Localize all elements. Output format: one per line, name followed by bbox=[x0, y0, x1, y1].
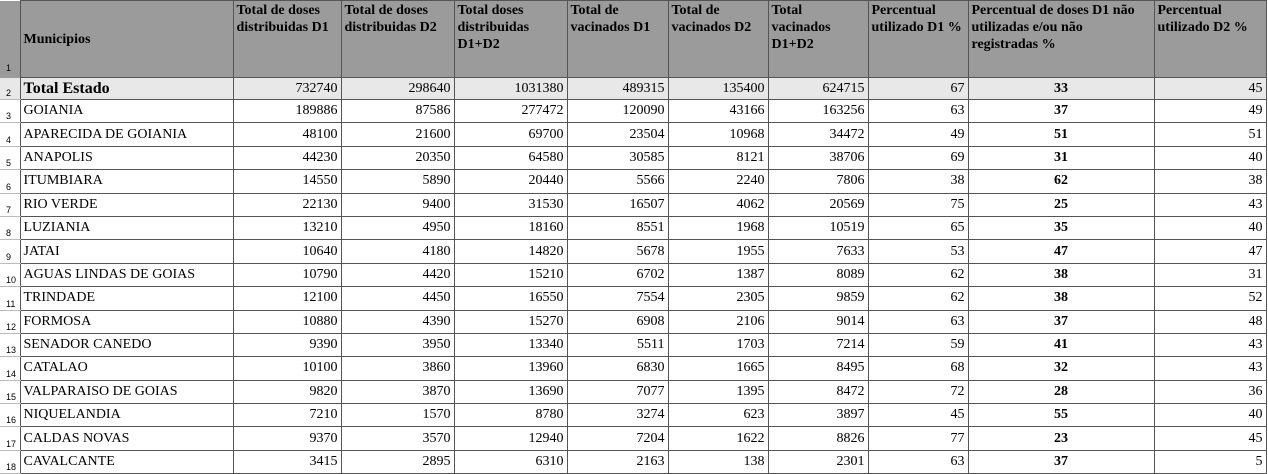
column-header-pct-d2[interactable]: Percentual utilizado D2 % bbox=[1154, 1, 1266, 78]
cell-c4[interactable]: 7204 bbox=[567, 427, 668, 450]
cell-municipio[interactable]: GOIANIA bbox=[20, 100, 233, 123]
row-number[interactable]: 15 bbox=[0, 380, 20, 403]
cell-c4[interactable]: 6830 bbox=[567, 357, 668, 380]
total-row bbox=[0, 78, 1266, 100]
cell-c2[interactable]: 5890 bbox=[341, 170, 454, 193]
cell-c1[interactable]: 22130 bbox=[233, 193, 341, 216]
cell-c3[interactable]: 15210 bbox=[454, 263, 567, 286]
cell-c3[interactable]: 12940 bbox=[454, 427, 567, 450]
cell-c9[interactable]: 43 bbox=[1154, 357, 1266, 380]
cell-c7[interactable]: 53 bbox=[868, 240, 968, 263]
cell-c9[interactable]: 5 bbox=[1154, 450, 1266, 473]
cell-c1[interactable]: 10880 bbox=[233, 310, 341, 333]
cell-municipio[interactable]: NIQUELANDIA bbox=[20, 404, 233, 427]
row-number[interactable]: 1 bbox=[0, 1, 20, 78]
cell-c9[interactable]: 40 bbox=[1154, 146, 1266, 169]
column-header-pct-nao[interactable]: Percentual de doses D1 não utilizadas e/ou não registradas % bbox=[968, 1, 1154, 78]
cell-c1[interactable]: 14550 bbox=[233, 170, 341, 193]
cell-c2[interactable]: 87586 bbox=[341, 100, 454, 123]
table-row bbox=[0, 380, 1266, 403]
table-row bbox=[0, 193, 1266, 216]
cell-c1[interactable]: 3415 bbox=[233, 450, 341, 473]
table-row bbox=[0, 357, 1266, 380]
column-header-vac-d2[interactable]: Total de vacinados D2 bbox=[668, 1, 768, 78]
cell-c2[interactable]: 20350 bbox=[341, 146, 454, 169]
row-number[interactable]: 3 bbox=[0, 100, 20, 123]
cell-c8[interactable]: 37 bbox=[968, 450, 1154, 473]
column-header-vac-d1d2[interactable]: Total vacinados D1+D2 bbox=[768, 1, 868, 78]
cell-c9[interactable]: 47 bbox=[1154, 240, 1266, 263]
cell-c4[interactable]: 489315 bbox=[567, 78, 668, 100]
cell-c1[interactable]: 48100 bbox=[233, 123, 341, 146]
table-row bbox=[0, 100, 1266, 123]
table-row bbox=[0, 404, 1266, 427]
cell-c6[interactable]: 7806 bbox=[768, 170, 868, 193]
cell-c3[interactable]: 13340 bbox=[454, 333, 567, 356]
column-header-dist-d1[interactable]: Total de doses distribuidas D1 bbox=[233, 1, 341, 78]
cell-c2[interactable]: 1570 bbox=[341, 404, 454, 427]
cell-c5[interactable]: 2106 bbox=[668, 310, 768, 333]
cell-c8[interactable]: 47 bbox=[968, 240, 1154, 263]
cell-c7[interactable]: 77 bbox=[868, 427, 968, 450]
cell-c1[interactable]: 9820 bbox=[233, 380, 341, 403]
cell-c4[interactable]: 5678 bbox=[567, 240, 668, 263]
cell-c9[interactable]: 43 bbox=[1154, 193, 1266, 216]
cell-c8[interactable]: 31 bbox=[968, 146, 1154, 169]
cell-c8[interactable]: 35 bbox=[968, 216, 1154, 239]
cell-c5[interactable]: 1703 bbox=[668, 333, 768, 356]
column-header-dist-d2[interactable]: Total de doses distribuidas D2 bbox=[341, 1, 454, 78]
cell-c2[interactable]: 3860 bbox=[341, 357, 454, 380]
cell-c6[interactable]: 8495 bbox=[768, 357, 868, 380]
row-number[interactable]: 18 bbox=[0, 450, 20, 473]
cell-c2[interactable]: 4450 bbox=[341, 287, 454, 310]
cell-c5[interactable]: 1622 bbox=[668, 427, 768, 450]
cell-c3[interactable]: 15270 bbox=[454, 310, 567, 333]
cell-c4[interactable]: 16507 bbox=[567, 193, 668, 216]
cell-c6[interactable]: 8826 bbox=[768, 427, 868, 450]
row-number[interactable]: 17 bbox=[0, 427, 20, 450]
cell-c1[interactable]: 10790 bbox=[233, 263, 341, 286]
cell-c6[interactable]: 8472 bbox=[768, 380, 868, 403]
cell-c6[interactable]: 2301 bbox=[768, 450, 868, 473]
cell-c4[interactable]: 7077 bbox=[567, 380, 668, 403]
cell-c4[interactable]: 23504 bbox=[567, 123, 668, 146]
row-number[interactable]: 13 bbox=[0, 333, 20, 356]
cell-c8[interactable]: 37 bbox=[968, 310, 1154, 333]
cell-c7[interactable]: 62 bbox=[868, 263, 968, 286]
cell-municipio[interactable]: APARECIDA DE GOIANIA bbox=[20, 123, 233, 146]
cell-municipio[interactable]: FORMOSA bbox=[20, 310, 233, 333]
cell-c3[interactable]: 16550 bbox=[454, 287, 567, 310]
cell-c2[interactable]: 4420 bbox=[341, 263, 454, 286]
cell-c8[interactable]: 62 bbox=[968, 170, 1154, 193]
cell-c3[interactable]: 6310 bbox=[454, 450, 567, 473]
cell-c4[interactable]: 6702 bbox=[567, 263, 668, 286]
cell-c3[interactable]: 64580 bbox=[454, 146, 567, 169]
cell-municipio[interactable]: LUZIANIA bbox=[20, 216, 233, 239]
cell-c6[interactable]: 34472 bbox=[768, 123, 868, 146]
cell-c7[interactable]: 38 bbox=[868, 170, 968, 193]
row-number[interactable]: 12 bbox=[0, 310, 20, 333]
cell-c5[interactable]: 138 bbox=[668, 450, 768, 473]
cell-c1[interactable]: 10640 bbox=[233, 240, 341, 263]
cell-c7[interactable]: 68 bbox=[868, 357, 968, 380]
cell-c1[interactable]: 10100 bbox=[233, 357, 341, 380]
table-row bbox=[0, 427, 1266, 450]
cell-c6[interactable]: 3897 bbox=[768, 404, 868, 427]
cell-c3[interactable]: 277472 bbox=[454, 100, 567, 123]
cell-c2[interactable]: 4390 bbox=[341, 310, 454, 333]
cell-c7[interactable]: 75 bbox=[868, 193, 968, 216]
cell-c5[interactable]: 1955 bbox=[668, 240, 768, 263]
cell-c9[interactable]: 45 bbox=[1154, 427, 1266, 450]
cell-c7[interactable]: 65 bbox=[868, 216, 968, 239]
cell-c4[interactable]: 8551 bbox=[567, 216, 668, 239]
cell-c2[interactable]: 4950 bbox=[341, 216, 454, 239]
cell-c8[interactable]: 38 bbox=[968, 287, 1154, 310]
cell-municipio[interactable]: CAVALCANTE bbox=[20, 450, 233, 473]
table-row bbox=[0, 146, 1266, 169]
cell-c3[interactable]: 8780 bbox=[454, 404, 567, 427]
table-row bbox=[0, 450, 1266, 473]
cell-c1[interactable]: 9390 bbox=[233, 333, 341, 356]
column-header-pct-d1[interactable]: Percentual utilizado D1 % bbox=[868, 1, 968, 78]
cell-c6[interactable]: 8089 bbox=[768, 263, 868, 286]
cell-c8[interactable]: 25 bbox=[968, 193, 1154, 216]
cell-c4[interactable]: 7554 bbox=[567, 287, 668, 310]
cell-c7[interactable]: 59 bbox=[868, 333, 968, 356]
cell-c2[interactable]: 4180 bbox=[341, 240, 454, 263]
cell-c9[interactable]: 51 bbox=[1154, 123, 1266, 146]
cell-c8[interactable]: 32 bbox=[968, 357, 1154, 380]
cell-c9[interactable]: 49 bbox=[1154, 100, 1266, 123]
cell-c3[interactable]: 1031380 bbox=[454, 78, 567, 100]
cell-c4[interactable]: 2163 bbox=[567, 450, 668, 473]
cell-c5[interactable]: 1665 bbox=[668, 357, 768, 380]
cell-c5[interactable]: 43166 bbox=[668, 100, 768, 123]
cell-c5[interactable]: 8121 bbox=[668, 146, 768, 169]
cell-c8[interactable]: 23 bbox=[968, 427, 1154, 450]
cell-c5[interactable]: 10968 bbox=[668, 123, 768, 146]
header-row bbox=[0, 1, 1266, 78]
row-number[interactable]: 11 bbox=[0, 287, 20, 310]
cell-c1[interactable]: 7210 bbox=[233, 404, 341, 427]
row-number[interactable]: 16 bbox=[0, 404, 20, 427]
cell-c8[interactable]: 28 bbox=[968, 380, 1154, 403]
cell-c6[interactable]: 38706 bbox=[768, 146, 868, 169]
row-number[interactable]: 14 bbox=[0, 357, 20, 380]
cell-c5[interactable]: 4062 bbox=[668, 193, 768, 216]
cell-c3[interactable]: 20440 bbox=[454, 170, 567, 193]
cell-municipio[interactable]: Total Estado bbox=[20, 78, 233, 100]
cell-c8[interactable]: 55 bbox=[968, 404, 1154, 427]
row-number[interactable]: 8 bbox=[0, 216, 20, 239]
cell-c1[interactable]: 9370 bbox=[233, 427, 341, 450]
cell-c8[interactable]: 37 bbox=[968, 100, 1154, 123]
table-row bbox=[0, 216, 1266, 239]
row-number[interactable]: 10 bbox=[0, 263, 20, 286]
cell-municipio[interactable]: JATAI bbox=[20, 240, 233, 263]
table-row bbox=[0, 287, 1266, 310]
cell-c4[interactable]: 6908 bbox=[567, 310, 668, 333]
column-header-dist-d1d2[interactable]: Total doses distribuidas D1+D2 bbox=[454, 1, 567, 78]
table-row bbox=[0, 333, 1266, 356]
cell-c8[interactable]: 41 bbox=[968, 333, 1154, 356]
cell-c8[interactable]: 33 bbox=[968, 78, 1154, 100]
cell-c3[interactable]: 69700 bbox=[454, 123, 567, 146]
cell-c5[interactable]: 2305 bbox=[668, 287, 768, 310]
cell-c7[interactable]: 67 bbox=[868, 78, 968, 100]
cell-c9[interactable]: 52 bbox=[1154, 287, 1266, 310]
cell-c5[interactable]: 1395 bbox=[668, 380, 768, 403]
column-header-vac-d1[interactable]: Total de vacinados D1 bbox=[567, 1, 668, 78]
cell-c9[interactable]: 43 bbox=[1154, 333, 1266, 356]
cell-c2[interactable]: 9400 bbox=[341, 193, 454, 216]
cell-c1[interactable]: 13210 bbox=[233, 216, 341, 239]
cell-c8[interactable]: 38 bbox=[968, 263, 1154, 286]
cell-c9[interactable]: 38 bbox=[1154, 170, 1266, 193]
cell-c7[interactable]: 45 bbox=[868, 404, 968, 427]
cell-c4[interactable]: 120090 bbox=[567, 100, 668, 123]
cell-c6[interactable]: 9859 bbox=[768, 287, 868, 310]
cell-c3[interactable]: 13690 bbox=[454, 380, 567, 403]
cell-municipio[interactable]: VALPARAISO DE GOIAS bbox=[20, 380, 233, 403]
cell-municipio[interactable]: ANAPOLIS bbox=[20, 146, 233, 169]
cell-c9[interactable]: 48 bbox=[1154, 310, 1266, 333]
cell-c3[interactable]: 14820 bbox=[454, 240, 567, 263]
cell-municipio[interactable]: AGUAS LINDAS DE GOIAS bbox=[20, 263, 233, 286]
cell-c7[interactable]: 49 bbox=[868, 123, 968, 146]
cell-c5[interactable]: 2240 bbox=[668, 170, 768, 193]
cell-c5[interactable]: 135400 bbox=[668, 78, 768, 100]
row-number[interactable]: 9 bbox=[0, 240, 20, 263]
cell-c4[interactable]: 30585 bbox=[567, 146, 668, 169]
table-row bbox=[0, 123, 1266, 146]
cell-c5[interactable]: 623 bbox=[668, 404, 768, 427]
cell-c7[interactable]: 62 bbox=[868, 287, 968, 310]
row-number[interactable]: 4 bbox=[0, 123, 20, 146]
cell-c6[interactable]: 10519 bbox=[768, 216, 868, 239]
cell-c7[interactable]: 63 bbox=[868, 100, 968, 123]
table-row bbox=[0, 240, 1266, 263]
cell-c6[interactable]: 7214 bbox=[768, 333, 868, 356]
cell-c1[interactable]: 189886 bbox=[233, 100, 341, 123]
cell-c6[interactable]: 9014 bbox=[768, 310, 868, 333]
cell-municipio[interactable]: RIO VERDE bbox=[20, 193, 233, 216]
row-number[interactable]: 5 bbox=[0, 146, 20, 169]
table-row bbox=[0, 310, 1266, 333]
cell-c9[interactable]: 40 bbox=[1154, 216, 1266, 239]
cell-c2[interactable]: 298640 bbox=[341, 78, 454, 100]
cell-c2[interactable]: 21600 bbox=[341, 123, 454, 146]
cell-c4[interactable]: 3274 bbox=[567, 404, 668, 427]
cell-c5[interactable]: 1968 bbox=[668, 216, 768, 239]
cell-c7[interactable]: 63 bbox=[868, 310, 968, 333]
cell-c3[interactable]: 13960 bbox=[454, 357, 567, 380]
cell-c6[interactable]: 163256 bbox=[768, 100, 868, 123]
cell-c6[interactable]: 624715 bbox=[768, 78, 868, 100]
column-header-municipios[interactable]: Municipios bbox=[20, 1, 233, 78]
cell-municipio[interactable]: TRINDADE bbox=[20, 287, 233, 310]
cell-municipio[interactable]: CALDAS NOVAS bbox=[20, 427, 233, 450]
row-number[interactable]: 7 bbox=[0, 193, 20, 216]
cell-c1[interactable]: 12100 bbox=[233, 287, 341, 310]
cell-c7[interactable]: 72 bbox=[868, 380, 968, 403]
table-row bbox=[0, 170, 1266, 193]
cell-c6[interactable]: 20569 bbox=[768, 193, 868, 216]
cell-municipio[interactable]: SENADOR CANEDO bbox=[20, 333, 233, 356]
cell-municipio[interactable]: ITUMBIARA bbox=[20, 170, 233, 193]
cell-c6[interactable]: 7633 bbox=[768, 240, 868, 263]
cell-c9[interactable]: 45 bbox=[1154, 78, 1266, 100]
cell-c5[interactable]: 1387 bbox=[668, 263, 768, 286]
row-number[interactable]: 6 bbox=[0, 170, 20, 193]
table-row bbox=[0, 263, 1266, 286]
cell-c3[interactable]: 18160 bbox=[454, 216, 567, 239]
cell-c9[interactable]: 31 bbox=[1154, 263, 1266, 286]
cell-c1[interactable]: 44230 bbox=[233, 146, 341, 169]
cell-c2[interactable]: 3870 bbox=[341, 380, 454, 403]
cell-c9[interactable]: 40 bbox=[1154, 404, 1266, 427]
cell-municipio[interactable]: CATALAO bbox=[20, 357, 233, 380]
cell-c7[interactable]: 69 bbox=[868, 146, 968, 169]
cell-c2[interactable]: 2895 bbox=[341, 450, 454, 473]
cell-c1[interactable]: 732740 bbox=[233, 78, 341, 100]
cell-c3[interactable]: 31530 bbox=[454, 193, 567, 216]
row-number[interactable]: 2 bbox=[0, 78, 20, 100]
cell-c4[interactable]: 5566 bbox=[567, 170, 668, 193]
cell-c4[interactable]: 5511 bbox=[567, 333, 668, 356]
cell-c9[interactable]: 36 bbox=[1154, 380, 1266, 403]
cell-c2[interactable]: 3950 bbox=[341, 333, 454, 356]
cell-c7[interactable]: 63 bbox=[868, 450, 968, 473]
cell-c8[interactable]: 51 bbox=[968, 123, 1154, 146]
cell-c2[interactable]: 3570 bbox=[341, 427, 454, 450]
